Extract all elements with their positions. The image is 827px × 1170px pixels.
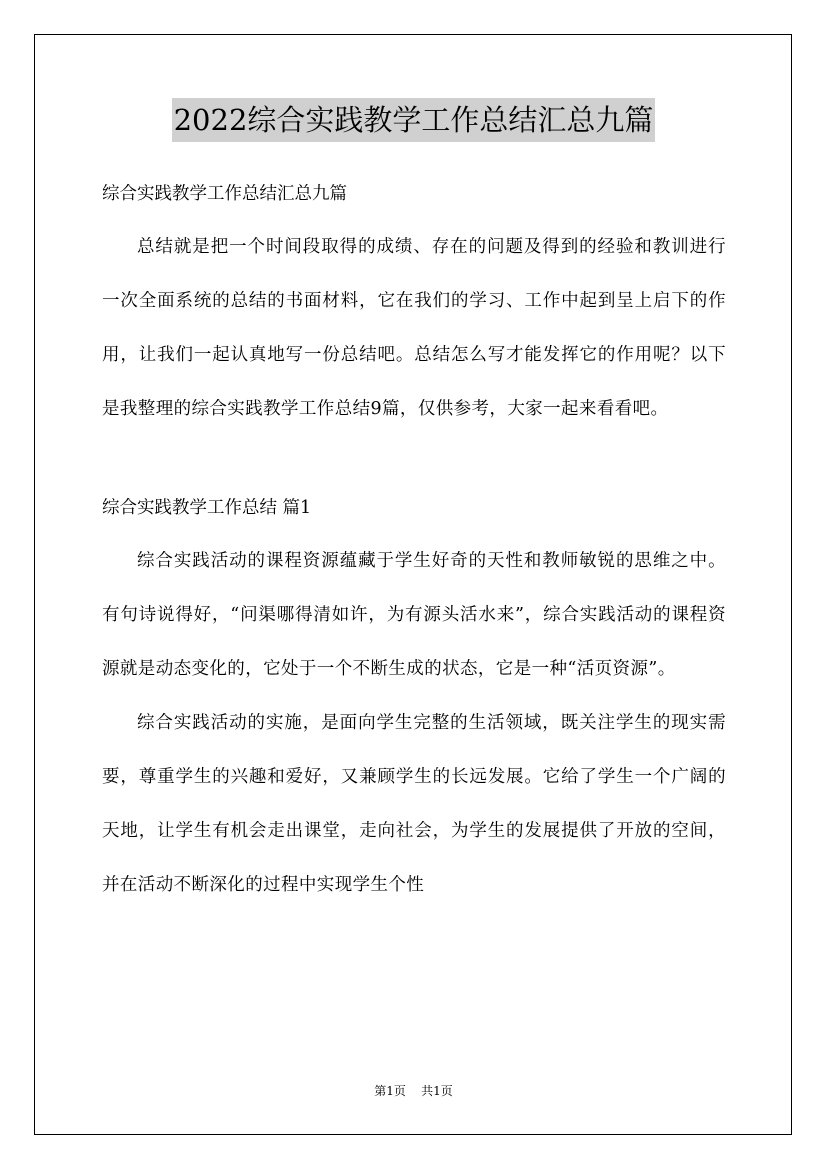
document-subtitle: 综合实践教学工作总结汇总九篇	[102, 184, 347, 204]
title-container	[0, 98, 827, 142]
section-heading: 综合实践教学工作总结 篇1	[102, 498, 312, 518]
page-number: 第1页	[374, 1084, 406, 1098]
document-title: 2022综合实践教学工作总结汇总九篇	[172, 98, 656, 142]
section-spacer	[102, 436, 726, 486]
page-footer	[0, 1082, 827, 1100]
document-body	[102, 172, 726, 912]
section-paragraph-1: 综合实践活动的课程资源蕴藏于学生好奇的天性和教师敏锐的思维之中。有句诗说得好，“问渠哪得清如许，为有源头活水来”，综合实践活动的课程资源就是动态变化的，它处于一个不断生成的状态，它是一种“活页资源”。	[102, 551, 726, 679]
page-total: 共1页	[421, 1084, 453, 1098]
section-paragraph-2: 综合实践活动的实施，是面向学生完整的生活领域，既关注学生的现实需要，尊重学生的兴趣和爱好，又兼顾学生的长远发展。它给了学生一个广阔的天地，让学生有机会走出课堂，走向社会，为学生的发展提供了开放的空间，并在活动不断深化的过程中实现学生个性	[102, 713, 726, 895]
intro-paragraph: 总结就是把一个时间段取得的成绩、存在的问题及得到的经验和教训进行一次全面系统的总结的书面材料，它在我们的学习、工作中起到呈上启下的作用，让我们一起认真地写一份总结吧。总结怎么写才能发挥它的作用呢？以下是我整理的综合实践教学工作总结9篇，仅供参考，大家一起来看看吧。	[102, 237, 726, 419]
